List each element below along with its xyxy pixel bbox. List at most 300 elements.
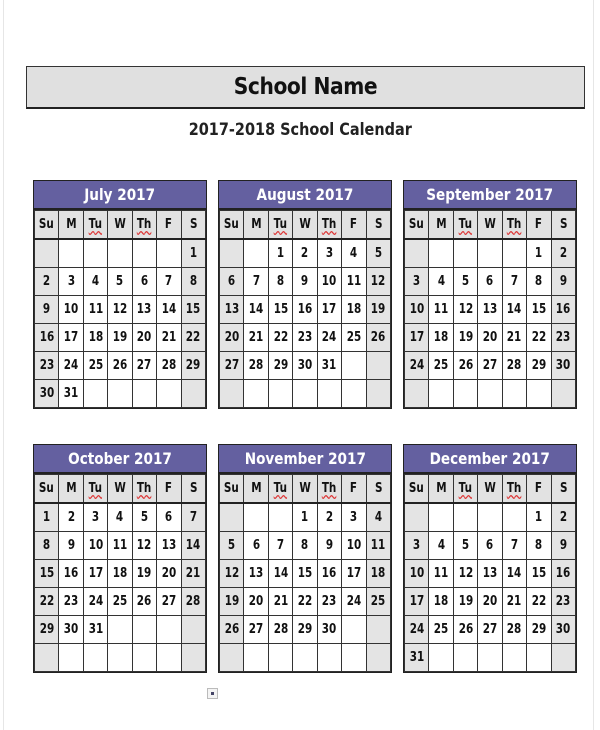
day-name-cell <box>35 211 59 240</box>
day-cell <box>83 324 107 352</box>
day-cell <box>502 239 526 268</box>
day-number: 16 <box>297 302 313 317</box>
day-cell <box>502 352 526 380</box>
day-name: M <box>250 217 262 232</box>
day-cell <box>35 324 59 352</box>
month-table <box>34 474 206 672</box>
day-cell <box>157 644 181 672</box>
day-cell <box>502 532 526 560</box>
day-name: Su <box>39 217 55 232</box>
day-cell <box>83 644 107 672</box>
day-cell <box>244 560 268 588</box>
day-name-cell <box>405 475 429 504</box>
day-number: 25 <box>112 594 128 609</box>
day-number: 6 <box>140 274 149 289</box>
day-cell <box>551 503 575 532</box>
day-cell <box>453 239 477 268</box>
day-cell <box>108 352 132 380</box>
day-number: 24 <box>409 622 424 637</box>
day-name-cell <box>157 475 181 504</box>
day-cell <box>527 324 551 352</box>
day-number: 28 <box>161 358 177 373</box>
day-cell <box>317 532 341 560</box>
day-number: 4 <box>91 274 100 289</box>
day-cell <box>59 503 83 532</box>
day-cell <box>244 644 268 672</box>
day-cell <box>157 532 181 560</box>
day-cell <box>551 352 575 380</box>
day-number: 13 <box>224 302 239 317</box>
day-name: F <box>535 481 543 496</box>
day-number: 5 <box>374 246 382 261</box>
day-number: 2 <box>43 274 51 289</box>
day-cell <box>59 560 83 588</box>
day-cell <box>83 352 107 380</box>
day-number: 26 <box>137 594 152 609</box>
day-cell <box>317 324 341 352</box>
day-cell <box>83 268 107 296</box>
day-cell <box>342 644 366 672</box>
month-calendar <box>33 180 207 409</box>
month-title: September 2017 <box>426 185 554 204</box>
day-cell <box>478 239 502 268</box>
day-cell <box>157 352 181 380</box>
day-cell <box>132 644 156 672</box>
day-cell <box>527 239 551 268</box>
day-number: 5 <box>228 538 236 553</box>
day-number: 5 <box>116 274 124 289</box>
day-number: 17 <box>322 302 337 317</box>
day-cell <box>551 588 575 616</box>
day-cell <box>220 380 244 408</box>
day-cell <box>293 352 317 380</box>
day-number: 27 <box>224 358 239 373</box>
day-cell <box>551 532 575 560</box>
day-cell <box>366 239 390 268</box>
day-cell <box>83 588 107 616</box>
day-cell <box>551 616 575 644</box>
day-number: 13 <box>137 302 152 317</box>
day-number: 19 <box>458 330 473 345</box>
month-header <box>404 445 576 474</box>
day-cell <box>108 380 132 408</box>
week-row <box>405 352 576 380</box>
week-row <box>220 532 391 560</box>
day-cell <box>181 644 205 672</box>
day-cell <box>293 503 317 532</box>
day-number: 13 <box>482 566 498 581</box>
day-cell <box>181 352 205 380</box>
day-number: 20 <box>137 330 152 345</box>
day-cell <box>453 532 477 560</box>
day-number: 4 <box>437 538 445 553</box>
day-cell <box>220 616 244 644</box>
day-number: 26 <box>112 358 128 373</box>
day-cell <box>132 588 156 616</box>
day-cell <box>244 380 268 408</box>
day-cell <box>157 239 181 268</box>
day-number: 15 <box>531 302 547 317</box>
day-number: 8 <box>301 538 309 553</box>
day-number: 1 <box>301 510 309 525</box>
day-number: 12 <box>224 566 239 581</box>
day-name-cell <box>502 475 526 504</box>
day-cell <box>478 268 502 296</box>
day-cell <box>342 239 366 268</box>
day-name-cell <box>429 475 453 504</box>
day-cell <box>502 268 526 296</box>
day-number: 21 <box>507 330 522 345</box>
day-cell <box>268 296 292 324</box>
day-number: 2 <box>559 246 567 261</box>
day-number: 30 <box>297 358 313 373</box>
week-row <box>220 644 391 672</box>
week-row <box>35 644 206 672</box>
day-number: 25 <box>433 622 449 637</box>
day-cell <box>405 324 429 352</box>
week-row <box>220 616 391 644</box>
day-cell <box>132 380 156 408</box>
day-name: Tu <box>458 481 473 496</box>
day-number: 3 <box>413 274 421 289</box>
day-name: Tu <box>273 217 288 232</box>
day-cell <box>83 380 107 408</box>
week-row <box>35 503 206 532</box>
day-cell <box>220 532 244 560</box>
day-cell <box>405 588 429 616</box>
day-number: 19 <box>371 302 386 317</box>
day-cell <box>502 324 526 352</box>
day-name: F <box>350 481 358 496</box>
day-number: 17 <box>409 594 424 609</box>
school-name-box <box>26 66 585 109</box>
day-name-cell <box>293 211 317 240</box>
week-row <box>220 588 391 616</box>
day-cell <box>132 532 156 560</box>
day-cell <box>268 616 292 644</box>
day-names-row <box>35 211 206 240</box>
day-cell <box>244 588 268 616</box>
day-cell <box>429 352 453 380</box>
day-cell <box>59 588 83 616</box>
day-number: 22 <box>297 594 313 609</box>
day-cell <box>342 560 366 588</box>
day-number: 20 <box>248 594 264 609</box>
month-title: July 2017 <box>84 185 156 204</box>
week-row <box>35 324 206 352</box>
day-number: 10 <box>322 274 337 289</box>
day-number: 5 <box>461 274 470 289</box>
day-cell <box>405 560 429 588</box>
day-number: 21 <box>248 330 264 345</box>
day-number: 28 <box>507 622 522 637</box>
day-number: 1 <box>189 246 197 261</box>
day-cell <box>59 324 83 352</box>
day-number: 25 <box>371 594 386 609</box>
day-cell <box>293 324 317 352</box>
day-cell <box>132 324 156 352</box>
day-name-cell <box>478 211 502 240</box>
day-name-cell <box>429 211 453 240</box>
day-cell <box>35 616 59 644</box>
day-cell <box>502 503 526 532</box>
day-name-cell <box>108 211 132 240</box>
day-cell <box>429 560 453 588</box>
day-cell <box>268 380 292 408</box>
week-row <box>35 352 206 380</box>
day-cell <box>108 616 132 644</box>
day-name-cell <box>244 211 268 240</box>
day-number: 24 <box>322 330 337 345</box>
day-number: 25 <box>346 330 362 345</box>
day-cell <box>453 352 477 380</box>
day-number: 3 <box>350 510 358 525</box>
day-number: 23 <box>322 594 337 609</box>
day-number: 7 <box>165 274 173 289</box>
week-row <box>35 532 206 560</box>
week-row <box>35 296 206 324</box>
month-table <box>219 210 391 408</box>
day-cell <box>405 644 429 672</box>
day-names-row <box>405 211 576 240</box>
day-cell <box>478 503 502 532</box>
day-number: 14 <box>248 302 264 317</box>
day-cell <box>35 352 59 380</box>
day-name-cell <box>502 211 526 240</box>
day-name: S <box>374 217 383 232</box>
day-name-cell <box>35 475 59 504</box>
day-name-cell <box>83 211 107 240</box>
day-number: 17 <box>63 330 79 345</box>
day-cell <box>268 239 292 268</box>
week-row <box>220 503 391 532</box>
day-cell <box>35 296 59 324</box>
day-number: 20 <box>224 330 239 345</box>
day-cell <box>366 560 390 588</box>
day-name-cell <box>181 475 205 504</box>
day-cell <box>405 380 429 408</box>
day-number: 15 <box>531 566 547 581</box>
day-cell <box>293 296 317 324</box>
day-number: 9 <box>559 538 567 553</box>
day-name: S <box>559 481 568 496</box>
day-number: 16 <box>63 566 79 581</box>
calendar-subtitle-text: 2017-2018 School Calendar <box>188 120 412 140</box>
day-cell <box>293 560 317 588</box>
day-cell <box>342 268 366 296</box>
day-cell <box>527 644 551 672</box>
day-cell <box>342 503 366 532</box>
day-cell <box>366 296 390 324</box>
day-name-cell <box>220 211 244 240</box>
day-cell <box>181 268 205 296</box>
day-number: 19 <box>137 566 152 581</box>
day-cell <box>551 296 575 324</box>
day-cell <box>317 560 341 588</box>
day-names-row <box>405 475 576 504</box>
day-number: 7 <box>510 274 519 289</box>
day-number: 12 <box>458 566 473 581</box>
day-number: 11 <box>433 302 449 317</box>
day-cell <box>132 616 156 644</box>
day-cell <box>502 560 526 588</box>
day-name: M <box>65 481 77 496</box>
day-cell <box>429 503 453 532</box>
day-cell <box>244 532 268 560</box>
day-number: 31 <box>409 650 424 665</box>
day-cell <box>268 352 292 380</box>
day-cell <box>429 616 453 644</box>
day-cell <box>429 268 453 296</box>
day-number: 12 <box>112 302 128 317</box>
day-number: 29 <box>39 622 54 637</box>
day-cell <box>59 644 83 672</box>
day-name: Th <box>137 217 152 232</box>
week-row <box>220 239 391 268</box>
day-number: 15 <box>186 302 201 317</box>
day-number: 22 <box>531 330 547 345</box>
day-cell <box>220 503 244 532</box>
day-name: Th <box>322 481 337 496</box>
day-name: W <box>114 481 126 496</box>
day-number: 18 <box>346 302 362 317</box>
day-cell <box>268 324 292 352</box>
day-number: 4 <box>437 274 445 289</box>
day-cell <box>366 503 390 532</box>
day-name: M <box>435 217 447 232</box>
day-cell <box>317 296 341 324</box>
day-cell <box>293 380 317 408</box>
day-name-cell <box>59 475 83 504</box>
week-row <box>405 380 576 408</box>
month-table <box>404 474 576 672</box>
day-cell <box>35 268 59 296</box>
month-calendar <box>403 180 577 409</box>
month-table <box>219 474 391 672</box>
day-number: 11 <box>346 274 362 289</box>
day-number: 6 <box>228 274 236 289</box>
day-cell <box>35 532 59 560</box>
day-number: 22 <box>186 330 201 345</box>
day-cell <box>429 588 453 616</box>
day-number: 24 <box>63 358 79 373</box>
school-name: School Name <box>233 74 378 100</box>
day-number: 4 <box>350 246 358 261</box>
day-cell <box>59 352 83 380</box>
day-cell <box>244 616 268 644</box>
month-table <box>34 210 206 408</box>
day-number: 26 <box>458 622 473 637</box>
day-name-cell <box>108 475 132 504</box>
day-cell <box>405 239 429 268</box>
day-number: 7 <box>252 274 260 289</box>
day-number: 18 <box>112 566 128 581</box>
day-name: Su <box>39 481 55 496</box>
day-name: Tu <box>88 481 103 496</box>
day-cell <box>405 352 429 380</box>
day-number: 7 <box>510 538 519 553</box>
month-header <box>34 445 206 474</box>
day-cell <box>108 532 132 560</box>
day-number: 22 <box>273 330 288 345</box>
day-number: 24 <box>346 594 362 609</box>
day-cell <box>35 560 59 588</box>
day-number: 11 <box>112 538 128 553</box>
day-cell <box>244 324 268 352</box>
day-name: W <box>484 217 496 232</box>
month-title: October 2017 <box>68 449 172 468</box>
day-number: 23 <box>39 358 54 373</box>
day-number: 22 <box>39 594 54 609</box>
day-name: Th <box>507 481 522 496</box>
day-name: Su <box>224 217 240 232</box>
day-number: 23 <box>63 594 79 609</box>
day-number: 21 <box>161 330 177 345</box>
day-cell <box>220 352 244 380</box>
day-number: 29 <box>531 622 547 637</box>
day-cell <box>181 532 205 560</box>
day-cell <box>366 268 390 296</box>
day-cell <box>293 268 317 296</box>
day-cell <box>244 239 268 268</box>
day-cell <box>453 503 477 532</box>
day-cell <box>108 644 132 672</box>
day-cell <box>268 560 292 588</box>
day-number: 28 <box>273 622 288 637</box>
day-number: 7 <box>189 510 197 525</box>
day-number: 28 <box>248 358 264 373</box>
day-cell <box>317 588 341 616</box>
day-cell <box>453 380 477 408</box>
day-number: 1 <box>276 246 285 261</box>
day-cell <box>293 644 317 672</box>
day-cell <box>244 296 268 324</box>
day-name-cell <box>478 475 502 504</box>
day-number: 29 <box>531 358 547 373</box>
day-cell <box>317 268 341 296</box>
day-cell <box>108 588 132 616</box>
day-name-cell <box>157 211 181 240</box>
day-cell <box>405 296 429 324</box>
day-name: Tu <box>273 481 288 496</box>
day-cell <box>268 644 292 672</box>
day-cell <box>268 532 292 560</box>
day-number: 5 <box>140 510 149 525</box>
month-header <box>34 181 206 210</box>
day-name: Th <box>137 481 152 496</box>
day-cell <box>244 268 268 296</box>
page-edge-left <box>3 0 4 730</box>
day-cell <box>181 503 205 532</box>
day-cell <box>502 296 526 324</box>
day-number: 14 <box>273 566 288 581</box>
anchor-icon <box>207 688 218 699</box>
day-name: Tu <box>88 217 103 232</box>
day-number: 19 <box>458 594 473 609</box>
day-number: 13 <box>248 566 264 581</box>
day-cell <box>132 352 156 380</box>
day-names-row <box>220 475 391 504</box>
day-number: 15 <box>297 566 313 581</box>
day-number: 18 <box>433 594 449 609</box>
day-number: 12 <box>137 538 152 553</box>
day-cell <box>429 644 453 672</box>
day-name: F <box>165 481 173 496</box>
week-row <box>220 380 391 408</box>
day-cell <box>59 616 83 644</box>
day-cell <box>551 268 575 296</box>
day-number: 1 <box>535 510 543 525</box>
